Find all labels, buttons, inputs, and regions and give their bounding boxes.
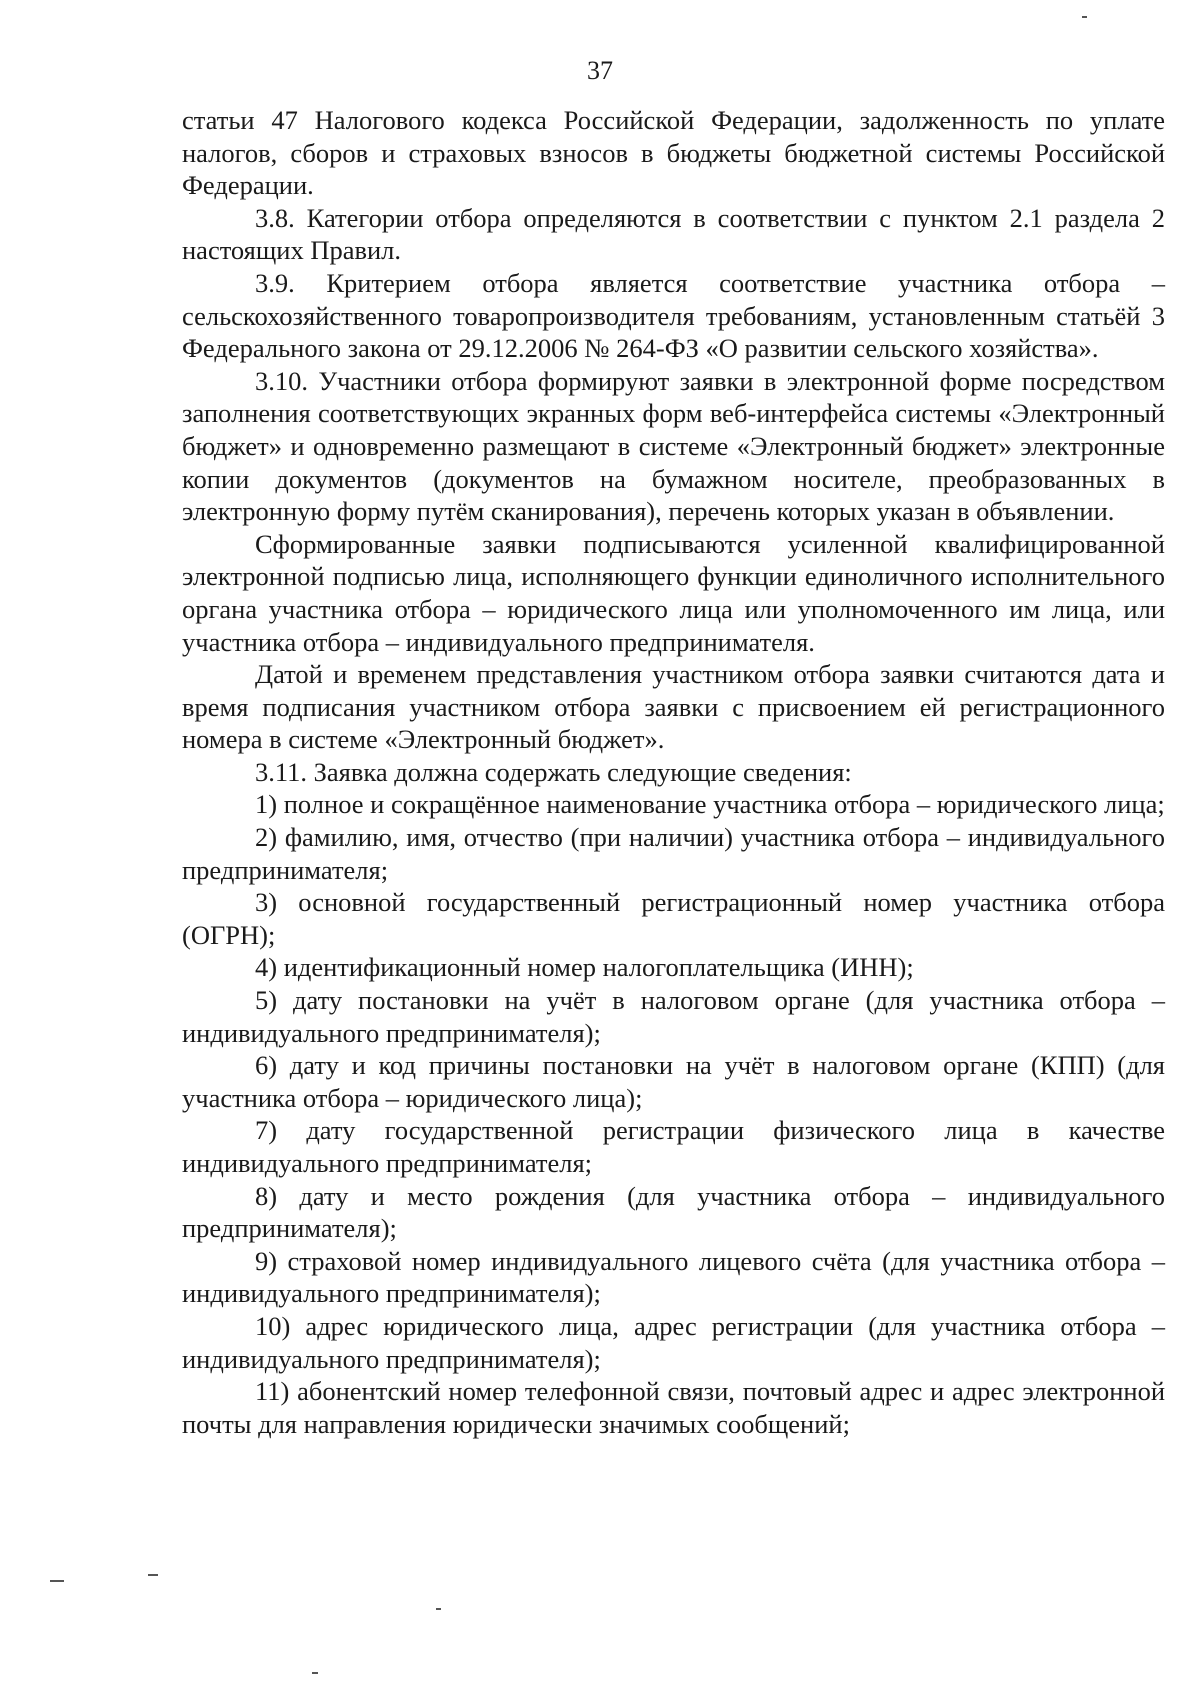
page-number: 37 <box>587 56 613 85</box>
list-item-2: 2) фамилию, имя, отчество (при наличии) участника отбора – индивидуального предпринимателя; <box>182 822 1165 885</box>
list-item-10: 10) адрес юридического лица, адрес регистрации (для участника отбора – индивидуального предпринимателя); <box>182 1310 1165 1374</box>
list-item-5: 5) дату постановки на учёт в налоговом органе (для участника отбора – индивидуального предпринимателя); <box>182 985 1165 1048</box>
list-item-4: 4) идентификационный номер налогоплательщика (ИНН); <box>255 952 914 983</box>
paragraph-3-8: 3.8. Категории отбора определяются в соответствии с пунктом 2.1 раздела 2 настоящих Правил. <box>182 202 1165 266</box>
list-item-6: 6) дату и код причины постановки на учёт в налоговом органе (КПП) (для участника отбора – юридического лица); <box>182 1050 1165 1113</box>
paragraph-3-11: 3.11. Заявка должна содержать следующие сведения: <box>255 756 852 787</box>
list-item-9: 9) страховой номер индивидуального лицевого счёта (для участника отбора – индивидуального предпринимателя); <box>182 1245 1165 1309</box>
scan-speck <box>50 1580 64 1582</box>
paragraph-3-9: 3.9. Критерием отбора является соответствие участника отбора – сельскохозяйственного товаропроизводителя требованиям, установленным статьёй 3 Федерального закона от 29.12.2006 № 264-ФЗ «О развитии сельского хозяйства». <box>182 267 1165 364</box>
list-item-7: 7) дату государственной регистрации физического лица в качестве индивидуального предпринимателя; <box>182 1115 1165 1178</box>
scan-speck <box>148 1574 158 1576</box>
scan-speck <box>1082 16 1087 18</box>
list-item-11: 11) абонентский номер телефонной связи, почтовый адрес и адрес электронной почты для направления юридически значимых сообщений; <box>182 1376 1165 1439</box>
paragraph-continuation: статьи 47 Налогового кодекса Российской Федерации, задолженность по уплате налогов, сборов и страховых взносов в бюджеты бюджетной системы Российской Федерации. <box>182 105 1165 201</box>
list-item-3: 3) основной государственный регистрационный номер участника отбора (ОГРН); <box>182 887 1165 950</box>
paragraph-signature: Сформированные заявки подписываются усиленной квалифицированной электронной подписью лица, исполняющего функции единоличного исполнительного органа участника отбора – юридического лица или уполномоченного им лица, или участника отбора – индивидуального предпринимателя. <box>182 528 1165 657</box>
list-item-1: 1) полное и сокращённое наименование участника отбора – юридического лица; <box>255 789 1165 820</box>
paragraph-3-10: 3.10. Участники отбора формируют заявки в электронной форме посредством заполнения соответствующих экранных форм веб-интерфейса системы «Электронный бюджет» и одновременно размещают в системе «Электронный бюджет» электронные копии документов (документов на бумажном носителе, преобразованных в электронную форму путём сканирования), перечень которых указан в объявлении. <box>182 365 1165 527</box>
scan-speck <box>312 1672 318 1674</box>
document-body <box>182 104 1165 1440</box>
scan-speck <box>436 1608 441 1610</box>
list-item-8: 8) дату и место рождения (для участника отбора – индивидуального предпринимателя); <box>182 1180 1165 1244</box>
paragraph-submission-date: Датой и временем представления участником отбора заявки считаются дата и время подписания участником отбора заявки с присвоением ей регистрационного номера в системе «Электронный бюджет». <box>182 659 1165 755</box>
